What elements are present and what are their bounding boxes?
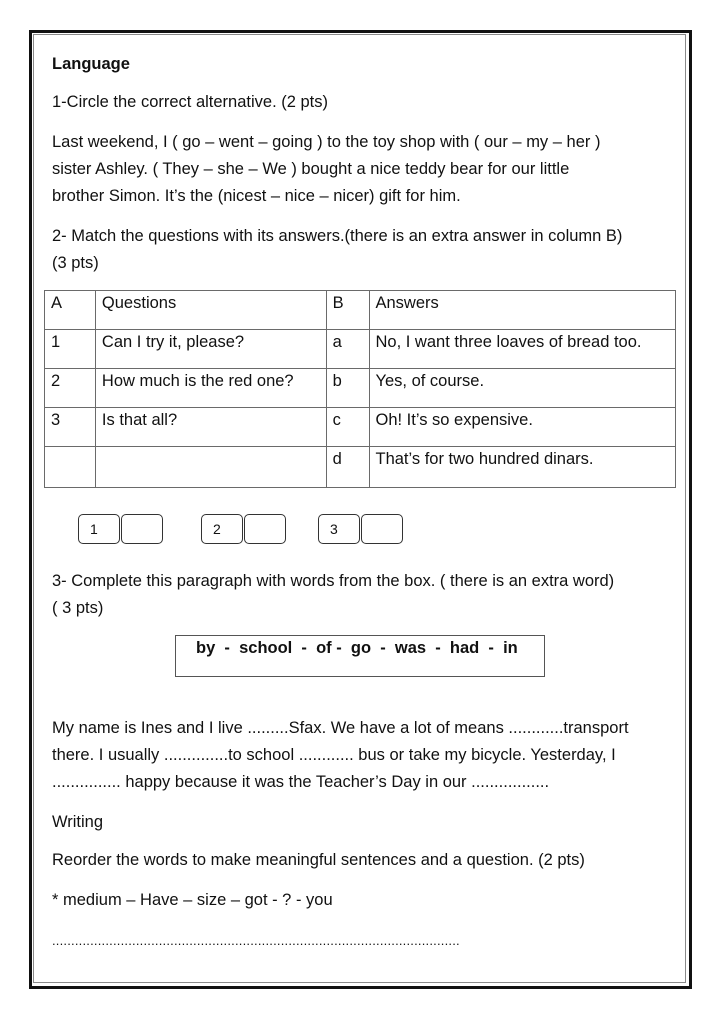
table-row — [45, 447, 676, 488]
writing-item: * medium – Have – size – got - ? - you — [52, 891, 333, 909]
matching-table — [44, 290, 676, 488]
answer-box-number: 1 — [78, 514, 120, 544]
table-cell — [45, 447, 96, 488]
ex3-points: ( 3 pts) — [52, 599, 104, 617]
table-cell: Oh! It’s so expensive. — [369, 408, 676, 447]
ex1-line: Last weekend, I ( go – went – going ) to the toy shop with ( our – my – her ) — [52, 133, 601, 151]
ex3-line: ............... happy because it was the Teacher’s Day in our ................. — [52, 773, 550, 791]
answer-box-number: 2 — [201, 514, 243, 544]
answer-box-input[interactable] — [361, 514, 403, 544]
ex2-instruction: 2- Match the questions with its answers.(there is an extra answer in column B) — [52, 227, 623, 245]
ex3-line: there. I usually ..............to school ............ bus or take my bicycle. Yesterday, I — [52, 746, 616, 764]
table-cell: Is that all? — [95, 408, 326, 447]
table-cell — [95, 447, 326, 488]
table-cell: No, I want three loaves of bread too. — [369, 330, 676, 369]
table-row — [45, 330, 676, 369]
ex1-instruction: 1-Circle the correct alternative. (2 pts) — [52, 93, 329, 111]
answer-box-number: 3 — [318, 514, 360, 544]
table-cell: a — [326, 330, 369, 369]
header-cell: Answers — [369, 291, 676, 330]
ex3-line: My name is Ines and I live .........Sfax. We have a lot of means ............transport — [52, 719, 629, 737]
table-cell: b — [326, 369, 369, 408]
table-cell: That’s for two hundred dinars. — [369, 447, 676, 488]
ex3-instruction: 3- Complete this paragraph with words from the box. ( there is an extra word) — [52, 572, 615, 590]
writing-instruction: Reorder the words to make meaningful sentences and a question. (2 pts) — [52, 851, 585, 869]
table-row — [45, 369, 676, 408]
header-cell: B — [326, 291, 369, 330]
table-cell: d — [326, 447, 369, 488]
ex1-line: sister Ashley. ( They – she – We ) bought a nice teddy bear for our little — [52, 160, 570, 178]
table-cell: 3 — [45, 408, 96, 447]
table-cell: 2 — [45, 369, 96, 408]
language-heading: Language — [52, 55, 130, 73]
table-header-row — [45, 291, 676, 330]
writing-heading: Writing — [52, 813, 104, 831]
writing-answer-line[interactable]: ........................................................................................................... — [52, 933, 460, 948]
table-cell: c — [326, 408, 369, 447]
table-cell: Yes, of course. — [369, 369, 676, 408]
word-box: by - school - of - go - was - had - in — [175, 635, 545, 677]
header-cell: Questions — [95, 291, 326, 330]
table-row — [45, 408, 676, 447]
header-cell: A — [45, 291, 96, 330]
table-cell: How much is the red one? — [95, 369, 326, 408]
answer-box-input[interactable] — [121, 514, 163, 544]
answer-box-input[interactable] — [244, 514, 286, 544]
ex2-points: (3 pts) — [52, 254, 99, 272]
table-cell: Can I try it, please? — [95, 330, 326, 369]
table-cell: 1 — [45, 330, 96, 369]
ex1-line: brother Simon. It’s the (nicest – nice – nicer) gift for him. — [52, 187, 461, 205]
